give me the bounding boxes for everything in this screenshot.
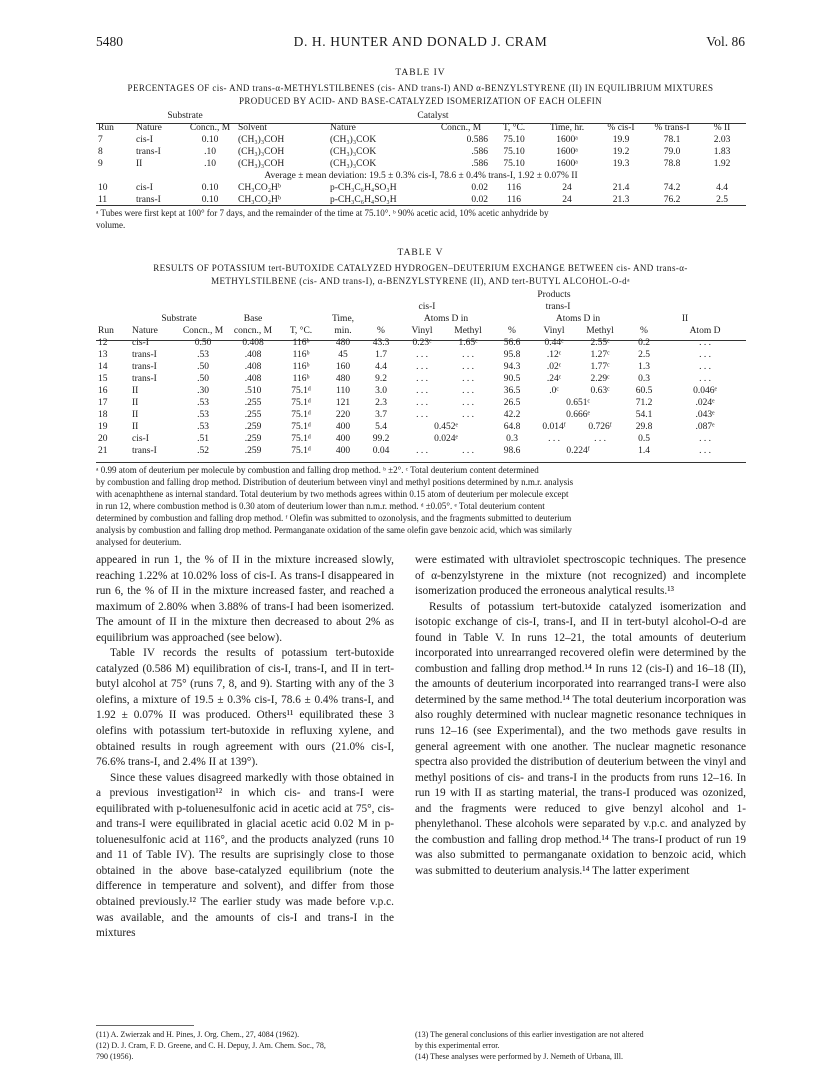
table-cell: (CH₃)₃COK [330, 159, 377, 169]
table-cell: . . . [462, 350, 474, 360]
table5-header-cell: Methyl [454, 326, 482, 336]
table-cell: 3.0 [375, 386, 387, 396]
table-cell: 75.1ᵈ [291, 422, 311, 432]
table5-header-cell: min. [334, 326, 352, 336]
table-cell: 110 [336, 386, 350, 396]
table-cell: . . . [548, 434, 560, 444]
table4-caption-line2: PRODUCED BY ACID- AND BASE-CATALYZED ISOMERIZATION OF EACH OLEFIN [238, 96, 603, 106]
table5-header-cell: T, °C. [289, 326, 313, 336]
table4-label: TABLE IV [395, 68, 446, 78]
reference-line: (14) These analyses were performed by J. Nemeth of Urbana, Ill. [415, 1052, 623, 1061]
table-cell: 54.1 [635, 410, 653, 420]
body-left-column [96, 553, 394, 942]
table4-bottom-rule [96, 205, 746, 206]
table-cell: 0.452ᵉ [434, 422, 458, 432]
table-cell: 90.5 [503, 374, 521, 384]
table-cell: 1.4 [638, 446, 650, 456]
table-cell: p-CH₃C₆H₄SO₃H [330, 195, 397, 205]
table-cell: 4.4 [375, 362, 387, 372]
table-cell: 116ᵇ [292, 350, 310, 360]
table-cell: .408 [244, 362, 262, 372]
table-cell: 0.10 [201, 195, 219, 205]
table-cell: 0.44ᶜ [544, 338, 564, 348]
table-cell: 99.2 [372, 434, 390, 444]
running-title: D. H. HUNTER AND DONALD J. CRAM [293, 34, 548, 49]
table5-footnote-line: ᵃ 0.99 atom of deuterium per molecule by combustion and falling drop method. ᵇ ±2°. ᶜ Total deuterium content determined [96, 465, 539, 475]
table4-average: Average ± mean deviation: 19.5 ± 0.3% cis-I, 78.6 ± 0.4% trans-I, 1.92 ± 0.07% II [264, 171, 578, 181]
table-cell: 0.666ᵉ [566, 410, 590, 420]
table-cell: .255 [244, 410, 262, 420]
table-cell: 45 [338, 350, 348, 360]
table-cell: .10 [204, 147, 216, 157]
table-row [96, 349, 746, 361]
table5-header-rule [96, 340, 746, 341]
table-cell: 0.10 [201, 183, 219, 193]
table-cell: 0.651ᶜ [566, 398, 590, 408]
table5-group-trans: trans-I [545, 302, 571, 312]
table-cell: .50 [197, 362, 209, 372]
table-cell: . . . [416, 350, 428, 360]
table-cell: 7 [98, 135, 103, 145]
table-cell: .02ᶜ [546, 362, 562, 372]
references-right [415, 1029, 746, 1062]
table4-header-cell: Solvent [238, 123, 268, 133]
table-row [96, 146, 746, 158]
reference-line: (11) A. Zwierzak and H. Pines, J. Org. Chem., 27, 4084 (1962). [96, 1030, 300, 1039]
table-cell: .408 [244, 350, 262, 360]
table-cell: .510 [244, 386, 262, 396]
table-cell: . . . [416, 446, 428, 456]
table5-header-cell: Atom D [689, 326, 721, 336]
table-cell: 116 [507, 195, 521, 205]
table-cell: 15 [98, 374, 108, 384]
table-cell: 1.92 [713, 159, 731, 169]
table5-caption-line1: RESULTS OF POTASSIUM tert-BUTOXIDE CATALYZED HYDROGEN–DEUTERIUM EXCHANGE BETWEEN cis- AND trans-α- [153, 263, 688, 273]
table-cell: 75.1ᵈ [291, 434, 311, 444]
table-cell: .51 [197, 434, 209, 444]
table-cell: 74.2 [663, 183, 681, 193]
table-cell: 400 [335, 422, 351, 432]
table5-header-cell: concn., M [233, 326, 273, 336]
table-row [96, 337, 746, 349]
table-cell: trans-I [136, 147, 161, 157]
table-cell: . . . [699, 362, 711, 372]
table-cell: . . . [462, 398, 474, 408]
table5-header-base: Base [243, 314, 263, 324]
table-cell: . . . [462, 386, 474, 396]
table-cell: 71.2 [635, 398, 653, 408]
table-cell: 56.6 [503, 338, 521, 348]
table-cell: . . . [416, 386, 428, 396]
reference-line: 790 (1956). [96, 1052, 134, 1061]
table-cell: 75.1ᵈ [291, 446, 311, 456]
table-cell: 1.3 [638, 362, 650, 372]
table-cell: . . . [462, 446, 474, 456]
table-cell: 75.10 [503, 135, 525, 145]
table-cell: .53 [197, 410, 209, 420]
table-cell: 76.2 [663, 195, 681, 205]
table-cell: .259 [244, 434, 262, 444]
table-cell: 116ᵇ [292, 338, 310, 348]
table-cell: 78.1 [663, 135, 681, 145]
table-cell: trans-I [136, 195, 161, 205]
table5-header-cell: Nature [132, 326, 158, 336]
table-cell: 1600ᵃ [556, 159, 578, 169]
table-cell: 95.8 [503, 350, 521, 360]
table-cell: p-CH₃C₆H₄SO₃H [330, 183, 397, 193]
table-cell: 0.63ᶜ [590, 386, 610, 396]
table5-header-cell: % [377, 326, 385, 336]
table-cell: 400 [335, 446, 351, 456]
table-cell: 10 [98, 183, 108, 193]
table-cell: 0.02 [471, 183, 488, 193]
table-cell: 9 [98, 159, 103, 169]
table-cell: 4.4 [716, 183, 728, 193]
table-cell: 0.024ᵉ [434, 434, 458, 444]
table-row [96, 433, 746, 445]
reference-line: (13) The general conclusions of this earlier investigation are not altered [415, 1030, 644, 1039]
table-cell: . . . [416, 362, 428, 372]
table-row [96, 397, 746, 409]
table5-footnote-line: in run 12, where combustion method is 0.30 atom of deuterium lower than n.m.r. method. ᵈ ±0.05°. ᵉ Total deuterium content [96, 501, 545, 511]
table-cell: 16 [98, 386, 108, 396]
table-cell: 20 [98, 434, 108, 444]
table-cell: 1.27ᶜ [590, 350, 610, 360]
table4-header-cell: Nature [330, 123, 356, 133]
body-paragraph: Results of potassium tert-butoxide catalyzed isomerization and isotopic exchange of cis-I, trans-I, and II in tert-butyl alcohol-O-d are found in Table V. In runs 12–21, the total amounts of deuterium incorporated into unrearranged recovered olefin were determined by the combustion and falling drop method.¹⁴ In runs 12 (cis-I) and 16–18 (II), the amounts of deuterium incorporated into rearranged trans-I were also determined by the same method.¹⁴ The total deuterium incorporation was also roughly determined with nuclear magnetic resonance techniques in runs 12–16 (see Experimental), and the two methods gave results in general agreement with one another. The nuclear magnetic resonance spectra also provided the distribution of deuterium between the vinyl and methyl positions of cis- and trans-I in the products from runs 12–16. In run 19 with II as starting material, the trans-I produced was ozonized, and the fragments were reduced to give benzyl alcohol and 1-phenylethanol. These alcohols were separated by v.p.c. and analyzed by the combustion and falling drop method.¹⁴ The trans-I product of run 19 was also submitted to permanganate oxidation to benzoic acid, which was submitted to deuterium analysis.¹⁴ The latter experiment [415, 600, 746, 877]
table-cell: 24 [562, 195, 572, 205]
table-cell: (CH₃)₃COH [238, 159, 285, 169]
table-cell: 14 [98, 362, 108, 372]
table-cell: 29.8 [635, 422, 653, 432]
table5-header-cell: % [508, 326, 516, 336]
table5-group-substrate: Substrate [161, 314, 197, 324]
table-cell: 121 [335, 398, 351, 408]
table-cell: .043ᵉ [695, 410, 715, 420]
table-cell: II [132, 422, 139, 432]
table-cell: 79.0 [663, 147, 681, 157]
table-cell: .586 [471, 147, 488, 157]
body-paragraph: Since these values disagreed markedly with those obtained in a previous investigation¹² in which cis- and trans-I were equilibrated with p-toluenesulfonic acid in acetic acid at 75°, cis- and trans-I were equilibrated in glacial acetic acid 0.02 M in p-toluenesulfonic acid at 116°, and the products analyzed (runs 10 and 11 of Table IV). The results are suprisingly close to those obtained in the above base-catalyzed equilibrium (note the difference in temperature and solvent), and differ from those obtained previously.¹² The earlier study was made before v.p.c. was available, and the amounts of cis-I and trans-I in the mixtures [96, 771, 394, 940]
body-right-column [415, 553, 746, 879]
table-cell: . . . [699, 434, 711, 444]
table-row [96, 409, 746, 421]
table-cell: . . . [462, 410, 474, 420]
table5-caption-line2: METHYLSTILBENE (cis- AND trans-I), α-BENZYLSTYRENE (II), AND tert-BUTYL ALCOHOL-O-dᵃ [211, 276, 630, 286]
table-row [96, 421, 746, 433]
table-cell: . . . [416, 410, 428, 420]
table-cell: II [132, 386, 139, 396]
table-cell: 21 [98, 446, 108, 456]
table-cell: II [136, 159, 143, 169]
table-cell: 2.3 [375, 398, 387, 408]
table-cell: . . . [699, 446, 711, 456]
table-cell: . . . [416, 374, 428, 384]
table-cell: II [132, 410, 139, 420]
table4-header-cell: Time, hr. [549, 123, 585, 133]
table5-group-atoms-d-cis: Atoms D in [423, 314, 469, 324]
table-cell: 75.10 [503, 159, 525, 169]
table-cell: 11 [98, 195, 108, 205]
table-cell: .52 [197, 446, 209, 456]
table-cell: 0.224ᶠ [566, 446, 590, 456]
table-cell: 2.03 [713, 135, 731, 145]
table4-footnote-line1: ᵃ Tubes were first kept at 100° for 7 days, and the remainder of the time at 75.10°. ᵇ 90% acetic acid, 10% acetic anhydride by [96, 208, 549, 218]
table-cell: trans-I [132, 446, 157, 456]
table-cell: . . . [462, 374, 474, 384]
table-cell: 9.2 [375, 374, 387, 384]
table-cell: 75.1ᵈ [291, 410, 311, 420]
table-cell: 75.10 [503, 147, 525, 157]
table-cell: 75.1ᵈ [291, 386, 311, 396]
table-cell: 1.83 [713, 147, 731, 157]
table-cell: 0.02 [471, 195, 488, 205]
table-cell: 2.5 [716, 195, 728, 205]
table-cell: .53 [197, 398, 209, 408]
table-cell: 0.04 [372, 446, 390, 456]
table-cell: trans-I [132, 362, 157, 372]
table5-header-cell: Methyl [586, 326, 614, 336]
table-cell: 75.1ᵈ [291, 398, 311, 408]
table-cell: 64.8 [503, 422, 521, 432]
table-cell: 1600ᵃ [556, 135, 578, 145]
table5-group-atoms-d-trans: Atoms D in [555, 314, 601, 324]
table-cell: .259 [244, 446, 262, 456]
table-cell: .12ᶜ [546, 350, 562, 360]
table-cell: 0.5 [638, 434, 650, 444]
table-cell: 19.9 [612, 135, 630, 145]
table-cell: .024ᵉ [695, 398, 715, 408]
table-cell: 19.3 [612, 159, 630, 169]
table-cell: (CH₃)₃COK [330, 135, 377, 145]
table-cell: trans-I [132, 350, 157, 360]
table4-caption-line1: PERCENTAGES OF cis- AND trans-α-METHYLSTILBENES (cis- AND trans-I) AND α-BENZYLSTYRENE (II) IN EQUILIBRIUM MIXTURES [127, 83, 714, 93]
footnote-rule-left [96, 1025, 194, 1026]
table-cell: (CH₃)₃COH [238, 147, 285, 157]
page-number: 5480 [96, 34, 123, 49]
table4-header-cell: Run [98, 123, 114, 133]
table-cell: 0.10 [201, 135, 219, 145]
table-cell: cis-I [132, 434, 149, 444]
table-cell: 94.3 [503, 362, 521, 372]
table-cell: .259 [244, 422, 262, 432]
table-cell: 1.65ᶜ [458, 338, 478, 348]
table-cell: 42.2 [503, 410, 521, 420]
table-cell: 116ᵇ [292, 362, 310, 372]
table-cell: 0.586 [466, 135, 488, 145]
table-row [96, 134, 746, 146]
table4-header-rule [96, 123, 746, 124]
table-cell: 43.3 [372, 338, 390, 348]
table5-group-ii: II [681, 314, 689, 324]
table-cell: . . . [699, 374, 711, 384]
table5-header-cell: % [640, 326, 648, 336]
table-cell: 1.77ᶜ [590, 362, 610, 372]
table5-header-cell: Vinyl [411, 326, 433, 336]
table5-footnote-line: determined by combustion and falling drop method. ᶠ Olefin was submitted to ozonolysis, and the fragments submitted to deuterium [96, 513, 572, 523]
table5-footnote-line: by combustion and falling drop method. Distribution of deuterium between vinyl and methyl positions determined by n.m.r. analysis [96, 477, 574, 487]
table5-header-time: Time, [331, 314, 355, 324]
table-cell: cis-I [136, 135, 153, 145]
table-cell: . . . [416, 398, 428, 408]
table-row [96, 361, 746, 373]
table-cell: .087ᵉ [695, 422, 715, 432]
table-cell: 13 [98, 350, 108, 360]
table-cell: 0.3 [638, 374, 650, 384]
table5-label: TABLE V [397, 248, 444, 258]
table-row [96, 385, 746, 397]
table-row [96, 373, 746, 385]
table-cell: .255 [244, 398, 262, 408]
table-row [96, 158, 746, 170]
table4 [96, 110, 746, 206]
table-cell: 2.55ᶜ [590, 338, 610, 348]
table-cell: 0.50 [194, 338, 212, 348]
table-cell: 12 [98, 338, 108, 348]
table4-header-cell: Nature [136, 123, 162, 133]
table-cell: cis-I [132, 338, 149, 348]
table-cell: 0.3 [506, 434, 518, 444]
table5-bottom-rule [96, 462, 746, 463]
table-cell: .586 [471, 159, 488, 169]
table-cell: 2.29ᶜ [590, 374, 610, 384]
table-cell: 5.4 [375, 422, 387, 432]
table-cell: 60.5 [635, 386, 653, 396]
table-cell: 24 [562, 183, 572, 193]
table-cell: 116ᵇ [292, 374, 310, 384]
table-cell: .24ᶜ [546, 374, 562, 384]
table5-group-products: Products [537, 290, 571, 300]
table4-header-cell: Concn., M [440, 123, 482, 133]
table-cell: 36.5 [503, 386, 521, 396]
table-cell: . . . [594, 434, 606, 444]
table-cell: (CH₃)₃COH [238, 135, 285, 145]
table-row [96, 445, 746, 457]
table-cell: 78.8 [663, 159, 681, 169]
table5-footnote-line: analysed for deuterium. [96, 537, 182, 547]
table-cell: .50 [197, 374, 209, 384]
table4-header-cell: % II [713, 123, 731, 133]
table-cell: .30 [197, 386, 209, 396]
table5-header-cell: Run [98, 326, 114, 336]
table-cell: 17 [98, 398, 108, 408]
table4-header-cell: T, °C. [502, 123, 526, 133]
table-cell: 116 [507, 183, 521, 193]
reference-line: by this experimental error. [415, 1041, 500, 1050]
table4-group-catalyst: Catalyst [417, 111, 449, 121]
table-cell: 19.2 [612, 147, 630, 157]
table4-group-substrate: Substrate [167, 111, 203, 121]
running-header [96, 34, 745, 52]
table5-header-row [96, 325, 746, 337]
table-cell: .53 [197, 422, 209, 432]
table-cell: 160 [335, 362, 351, 372]
table-cell: 0.014ᶠ [542, 422, 566, 432]
table-cell: 2.5 [638, 350, 650, 360]
table-cell: 400 [335, 434, 351, 444]
table-cell: 18 [98, 410, 108, 420]
table4-header-cell: % trans-I [654, 123, 690, 133]
table-cell: CH₃CO₂Hᵇ [238, 183, 281, 193]
table-cell: 0.046ᵉ [693, 386, 717, 396]
table-cell: 8 [98, 147, 103, 157]
body-paragraph: were estimated with ultraviolet spectroscopic techniques. The presence of α-benzylstyrene in the mixture (not recognized) and incomplete isomerization produced the erroneous analytical results.¹³ [415, 554, 746, 598]
table-cell: . . . [699, 350, 711, 360]
table5-body [96, 337, 746, 457]
table4-footnote-line2: volume. [96, 220, 126, 230]
table-cell: 0.408 [242, 338, 264, 348]
table-cell: 21.3 [612, 195, 630, 205]
table-cell: (CH₃)₃COK [330, 147, 377, 157]
reference-line: (12) D. J. Cram, F. D. Greene, and C. H. Depuy, J. Am. Chem. Soc., 78, [96, 1041, 326, 1050]
body-paragraph: appeared in run 1, the % of II in the mixture increased slowly, reaching 1.22% at 10.02% loss of cis-I. As trans-I disappeared in run 6, the % of II in the mixture increased faster, and reached a maximum of 2.80% when 3.88% of trans-I had been isomerized. The amount of II in the mixture then decreased to about 2% as equilibrium was approached (see below). [96, 554, 394, 644]
table-cell: 1.7 [375, 350, 387, 360]
table-cell: 98.6 [503, 446, 521, 456]
table-cell: 21.4 [612, 183, 630, 193]
table5-footnotes [96, 464, 746, 548]
table4-footnote [96, 207, 746, 231]
body-paragraph: Table IV records the results of potassium tert-butoxide catalyzed (0.586 M) equilibration of cis-I, trans-I, and II in tert-butyl alcohol at 75° (runs 7, 8, and 9). Starting with any of the 3 olefins, a mixture of 19.5 ± 0.3% cis-I, 78.6 ± 0.4% trans-I, and 1.92 ± 0.07% II was produced. Others¹¹ equilibrated these 3 olefins with potassium tert-butoxide in refluxing xylene, and obtained results in rough agreement with ours (21.0% cis-I, 76.6% trans-I, and 2.4% II at 139°). [96, 647, 394, 769]
table-cell: .0ᶜ [549, 386, 559, 396]
table-cell: CH₃CO₂Hᵇ [238, 195, 281, 205]
table-cell: trans-I [132, 374, 157, 384]
table-cell: II [132, 398, 139, 408]
references-left [96, 1029, 394, 1062]
table-row [96, 182, 746, 194]
table-cell: 0.2 [638, 338, 650, 348]
table-cell: 480 [335, 374, 351, 384]
table5-header-cell: Vinyl [543, 326, 565, 336]
table-cell: 3.7 [375, 410, 387, 420]
table-cell: 480 [335, 338, 351, 348]
volume-label: Vol. 86 [706, 34, 745, 49]
table-cell: . . . [462, 362, 474, 372]
table4-header-cell: % cis-I [607, 123, 635, 133]
table4-body-1 [96, 134, 746, 170]
table4-body-2 [96, 182, 746, 206]
table5-footnote-line: with acenaphthene as internal standard. Total deuterium by two methods agrees within 0.15 atom of deuterium per molecule except [96, 489, 569, 499]
table-cell: 1600ᵃ [556, 147, 578, 157]
table5-group-cis: cis-I [418, 302, 436, 312]
table-cell: 220 [335, 410, 351, 420]
table-cell: cis-I [136, 183, 153, 193]
table5-footnote-line: analysis by combustion and falling drop method. Permanganate oxidation of the same olefin gave benzoic acid, which was similarly [96, 525, 572, 535]
table5 [96, 289, 746, 457]
table-cell: .53 [197, 350, 209, 360]
table-cell: . . . [699, 338, 711, 348]
table-cell: 19 [98, 422, 108, 432]
table-cell: 26.5 [503, 398, 521, 408]
table-cell: 0.726ᶠ [588, 422, 612, 432]
table-cell: .10 [204, 159, 216, 169]
table4-header-cell: Concn., M [189, 123, 231, 133]
table-cell: 0.23ᶜ [412, 338, 432, 348]
table-cell: .408 [244, 374, 262, 384]
table5-header-cell: Concn., M [182, 326, 224, 336]
